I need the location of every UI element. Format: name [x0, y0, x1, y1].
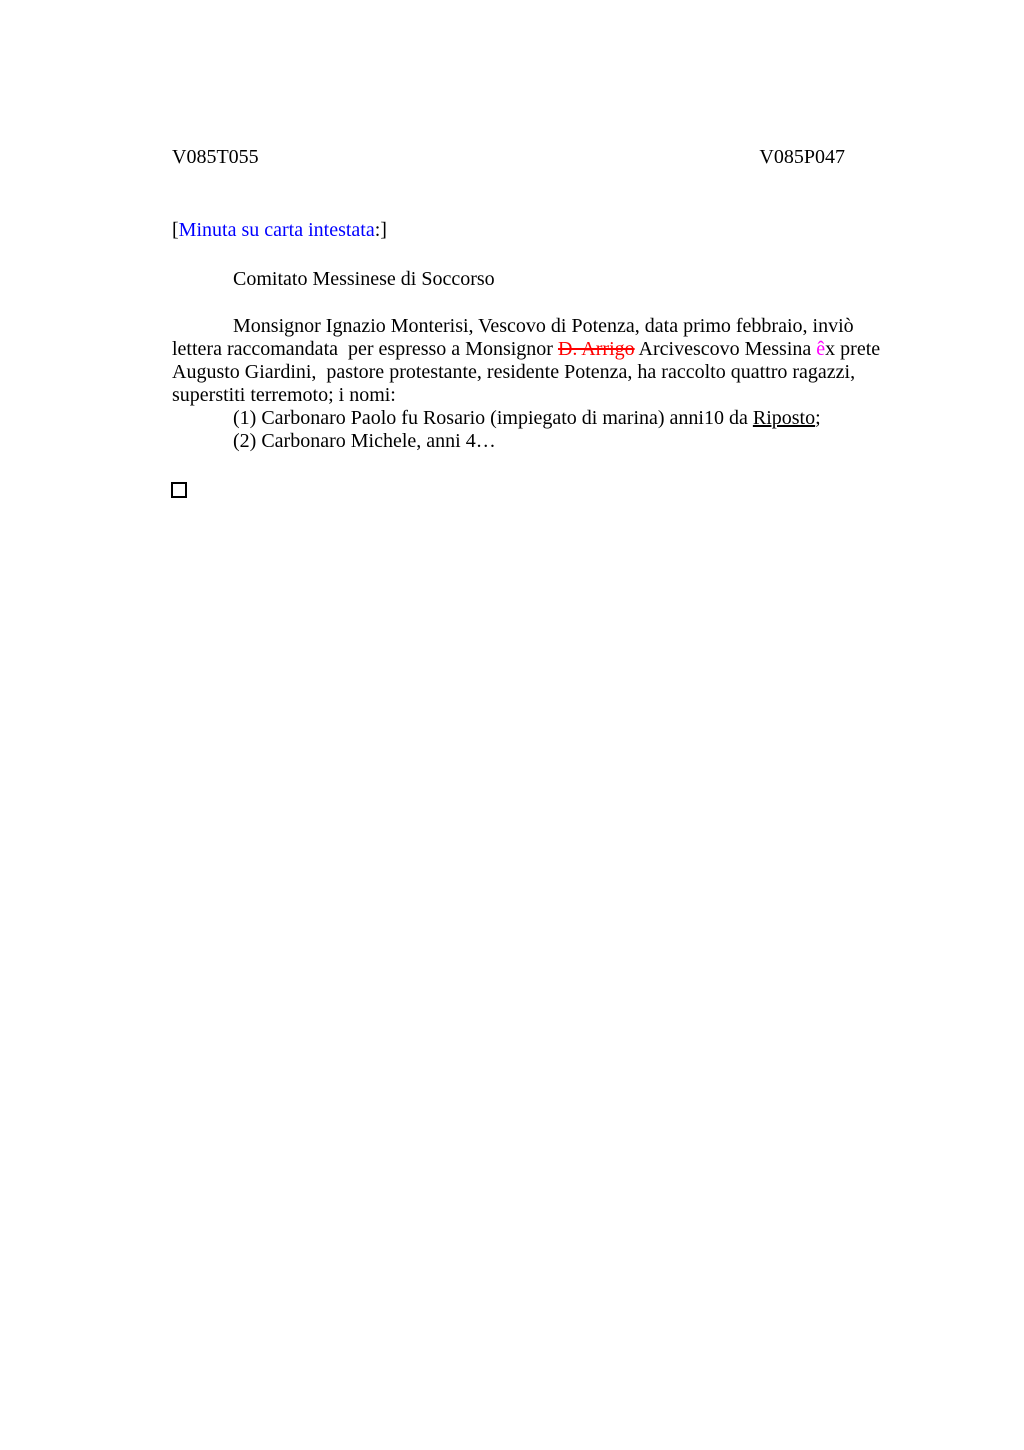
body-line-3: Augusto Giardini, pastore protestante, residente Potenza, ha raccolto quattro ragazzi, [172, 361, 856, 383]
body-line-2 [172, 338, 903, 361]
body-line-2-mid: Arcivescovo Messina [634, 338, 817, 360]
letterhead-line: Comitato Messinese di Soccorso [233, 268, 495, 290]
document-content [172, 146, 903, 504]
footer-mark [172, 481, 903, 504]
editorial-annotation [172, 219, 903, 242]
underlined-text: Riposto [752, 407, 816, 429]
letter-body [172, 315, 903, 453]
list-item-1-suffix: ; [815, 407, 821, 429]
annotation-colon: : [374, 219, 381, 241]
body-line-1: Monsignor Ignazio Monterisi, Vescovo di Potenza, data primo febbraio, inviò [233, 315, 854, 337]
list-item-1 [172, 407, 903, 430]
doc-code-right: V085P047 [759, 146, 845, 168]
deleted-text: D. Arrigo [557, 338, 635, 360]
body-line-2-pre: lettera raccomandata per espresso a Monsignor [172, 338, 558, 360]
doc-code-left: V085T055 [172, 146, 259, 168]
annotation-close-bracket: ] [380, 219, 387, 241]
empty-checkbox-icon [171, 482, 187, 498]
body-line-2-post: x prete [825, 338, 881, 360]
annotation-open-bracket: [ [172, 219, 179, 241]
list-item-1-pre: (1) Carbonaro Paolo fu Rosario (impiegato di marina) anni10 da [233, 407, 753, 429]
inserted-char: ê [816, 338, 826, 360]
header-row [172, 146, 903, 169]
annotation-label: Minuta su carta intestata [178, 219, 375, 241]
body-line-4: superstiti terremoto; i nomi: [172, 384, 396, 406]
list-item-2: (2) Carbonaro Michele, anni 4… [233, 430, 496, 452]
